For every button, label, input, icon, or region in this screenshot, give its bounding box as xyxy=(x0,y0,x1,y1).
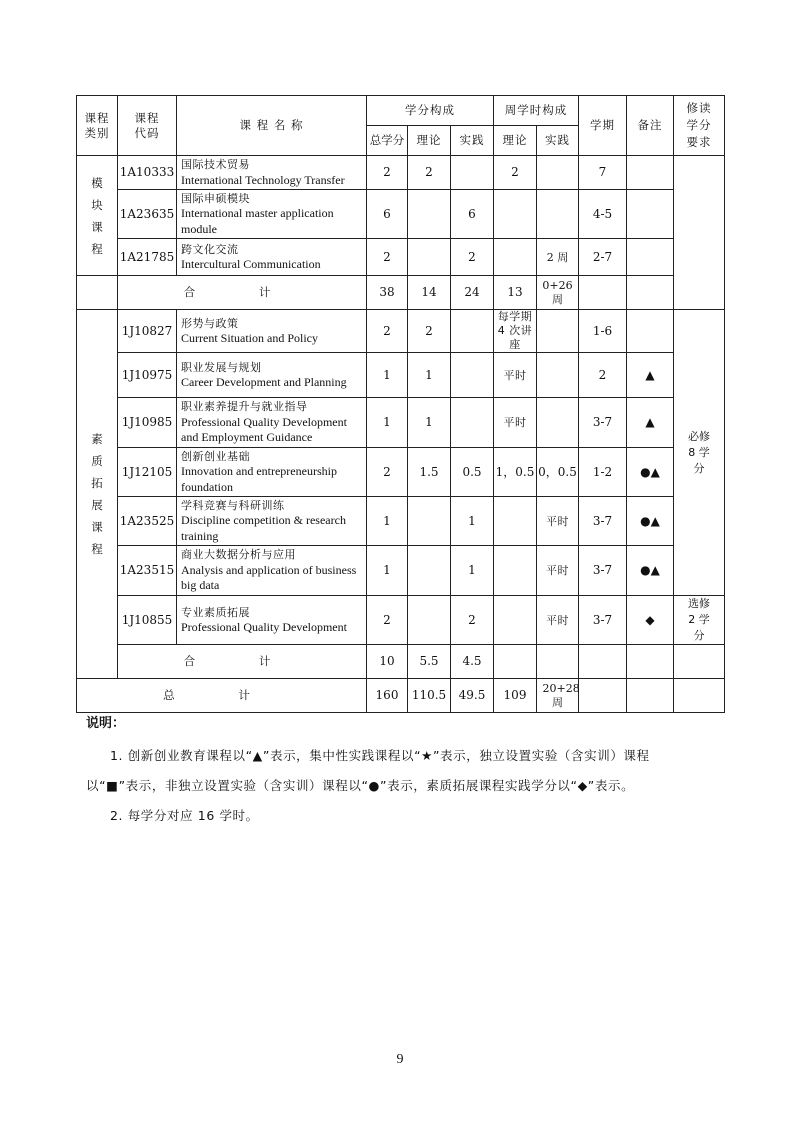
subtotal-credit-theory: 5.5 xyxy=(408,645,451,679)
credit-theory: 2 xyxy=(408,156,451,190)
credit-practice xyxy=(451,310,494,353)
hours-practice: 0，0.5 xyxy=(537,448,579,497)
course-name xyxy=(177,398,367,448)
course-name-en: International master application module xyxy=(181,206,334,236)
course-code: 1A23515 xyxy=(118,546,177,596)
course-name-cn: 形势与政策 xyxy=(181,316,239,330)
course-name-en: Current Situation and Policy xyxy=(181,331,318,345)
blank-cell xyxy=(579,679,627,713)
header-name: 课 程 名 称 xyxy=(177,96,367,156)
remark-triangle-icon: ▲ xyxy=(627,353,674,398)
grand-total-hours-theory: 109 xyxy=(494,679,537,713)
remark-circle-triangle-icon: ●▲ xyxy=(627,448,674,497)
credit-practice xyxy=(451,156,494,190)
header-credit-theory: 理论 xyxy=(408,126,451,156)
subtotal-hours-theory: 13 xyxy=(494,276,537,310)
hours-theory xyxy=(494,497,537,546)
table-row xyxy=(77,353,725,398)
notes-section xyxy=(86,712,726,831)
course-code: 1A23525 xyxy=(118,497,177,546)
blank-cell xyxy=(674,645,725,679)
credit-total: 1 xyxy=(367,398,408,448)
notes-title: 说明： xyxy=(86,716,126,731)
header-credit-group: 学分构成 xyxy=(367,96,494,126)
credit-theory: 2 xyxy=(408,310,451,353)
blank-cell xyxy=(627,645,674,679)
course-code: 1J10975 xyxy=(118,353,177,398)
hours-theory xyxy=(494,239,537,276)
credit-total: 1 xyxy=(367,497,408,546)
course-name-cn: 职业发展与规划 xyxy=(181,360,262,374)
credit-total: 2 xyxy=(367,156,408,190)
subtotal-credit-practice: 24 xyxy=(451,276,494,310)
hours-practice: 2 周 xyxy=(537,239,579,276)
course-name-en: Professional Quality Development xyxy=(181,620,347,634)
course-name-en: International Technology Transfer xyxy=(181,172,345,187)
header-credit-total: 总学分 xyxy=(367,126,408,156)
course-name-en: Career Development and Planning xyxy=(181,375,347,389)
credit-theory: 1.5 xyxy=(408,448,451,497)
credit-total: 2 xyxy=(367,596,408,645)
course-code: 1J10985 xyxy=(118,398,177,448)
blank-cell xyxy=(579,645,627,679)
header-hours-group: 周学时构成 xyxy=(494,96,579,126)
credit-total: 2 xyxy=(367,239,408,276)
course-name-en: Analysis and application of business big data xyxy=(181,562,357,593)
category-quality: 素质拓展课程 xyxy=(77,310,118,679)
credit-theory: 1 xyxy=(408,353,451,398)
notes-line-1a: 1. 创新创业教育课程以“▲”表示，集中性实践课程以“★”表示，独立设置实验（含实训）课程 xyxy=(110,748,650,763)
semester: 3-7 xyxy=(579,596,627,645)
remark-diamond-icon: ◆ xyxy=(627,596,674,645)
course-code: 1J10827 xyxy=(118,310,177,353)
course-name xyxy=(177,239,367,276)
credit-practice: 6 xyxy=(451,190,494,239)
remark-triangle-icon: ▲ xyxy=(627,398,674,448)
grand-total-theory: 110.5 xyxy=(408,679,451,713)
hours-theory: 2 xyxy=(494,156,537,190)
hours-theory xyxy=(494,190,537,239)
semester: 4-5 xyxy=(579,190,627,239)
blank-cell xyxy=(674,679,725,713)
credit-practice: 1 xyxy=(451,546,494,596)
credit-practice: 2 xyxy=(451,239,494,276)
hours-practice: 平时 xyxy=(537,497,579,546)
header-hours-practice: 实践 xyxy=(537,126,579,156)
table-row xyxy=(77,546,725,596)
credit-practice: 2 xyxy=(451,596,494,645)
course-name-cn: 专业素质拓展 xyxy=(181,605,250,619)
course-code: 1J12105 xyxy=(118,448,177,497)
course-code: 1A10333 xyxy=(118,156,177,190)
course-name-en: Professional Quality Development and Employment Guidance xyxy=(181,414,347,445)
credit-practice: 0.5 xyxy=(451,448,494,497)
course-name xyxy=(177,190,367,239)
notes-line-1b: 以“■”表示，非独立设置实验（含实训）课程以“●”表示，素质拓展课程实践学分以“◆”表示。 xyxy=(86,778,635,793)
hours-practice xyxy=(537,398,579,448)
table-row xyxy=(77,190,725,239)
course-name xyxy=(177,546,367,596)
table-row xyxy=(77,497,725,546)
grand-total-hours-practice: 20+28 周 xyxy=(537,679,579,713)
course-name-cn: 创新创业基础 xyxy=(181,449,250,463)
credit-total: 1 xyxy=(367,546,408,596)
hours-practice xyxy=(537,310,579,353)
remark-circle-triangle-icon: ●▲ xyxy=(627,546,674,596)
table-row xyxy=(77,596,725,645)
course-name-cn: 学科竞赛与科研训练 xyxy=(181,498,285,512)
notes-line-2: 2. 每学分对应 16 学时。 xyxy=(110,808,259,823)
credit-practice xyxy=(451,398,494,448)
course-name-cn: 职业素养提升与就业指导 xyxy=(181,400,308,414)
course-name-en: Innovation and entrepreneurship foundation xyxy=(181,464,337,494)
subtotal-credit-total: 38 xyxy=(367,276,408,310)
hours-practice xyxy=(537,353,579,398)
semester: 2 xyxy=(579,353,627,398)
remark xyxy=(627,239,674,276)
credit-total: 2 xyxy=(367,310,408,353)
semester: 7 xyxy=(579,156,627,190)
credit-theory xyxy=(408,190,451,239)
credit-theory xyxy=(408,596,451,645)
course-name xyxy=(177,497,367,546)
header-hours-theory: 理论 xyxy=(494,126,537,156)
credit-theory xyxy=(408,239,451,276)
requirement-required: 必修 8 学分 xyxy=(674,310,725,596)
remark xyxy=(627,190,674,239)
category-module: 模块课程 xyxy=(77,156,118,276)
table-row xyxy=(77,239,725,276)
subtotal-credit-theory: 14 xyxy=(408,276,451,310)
header-requirement: 修读学分要求 xyxy=(674,96,725,156)
semester: 1-2 xyxy=(579,448,627,497)
header-category: 课程类别 xyxy=(77,96,118,156)
hours-practice xyxy=(537,156,579,190)
course-name-en: Intercultural Communication xyxy=(181,257,321,271)
subtotal-credit-practice: 4.5 xyxy=(451,645,494,679)
table-row xyxy=(77,156,725,190)
hours-practice: 平时 xyxy=(537,546,579,596)
credit-theory xyxy=(408,497,451,546)
hours-theory: 平时 xyxy=(494,398,537,448)
hours-practice: 平时 xyxy=(537,596,579,645)
requirement-module xyxy=(674,156,725,310)
semester: 1-6 xyxy=(579,310,627,353)
hours-practice xyxy=(537,190,579,239)
page-number: 9 xyxy=(396,1052,404,1067)
subtotal-row xyxy=(77,276,725,310)
header-remark: 备注 xyxy=(627,96,674,156)
blank-cell xyxy=(627,276,674,310)
course-name xyxy=(177,353,367,398)
header-code: 课程代码 xyxy=(118,96,177,156)
credit-total: 6 xyxy=(367,190,408,239)
remark xyxy=(627,310,674,353)
credit-total: 1 xyxy=(367,353,408,398)
hours-theory: 1，0.5 xyxy=(494,448,537,497)
table-row xyxy=(77,310,725,353)
grand-total-credit: 160 xyxy=(367,679,408,713)
semester: 3-7 xyxy=(579,497,627,546)
credit-total: 2 xyxy=(367,448,408,497)
remark-circle-triangle-icon: ●▲ xyxy=(627,497,674,546)
credit-practice: 1 xyxy=(451,497,494,546)
blank-cell xyxy=(579,276,627,310)
blank-cell xyxy=(627,679,674,713)
subtotal-row xyxy=(77,645,725,679)
table-row xyxy=(77,448,725,497)
blank-cell xyxy=(537,645,579,679)
subtotal-label: 合 计 xyxy=(118,645,367,679)
course-table xyxy=(76,95,725,713)
grand-total-practice: 49.5 xyxy=(451,679,494,713)
credit-practice xyxy=(451,353,494,398)
credit-theory xyxy=(408,546,451,596)
course-code: 1A21785 xyxy=(118,239,177,276)
course-name xyxy=(177,448,367,497)
semester: 3-7 xyxy=(579,398,627,448)
hours-theory xyxy=(494,546,537,596)
requirement-elective: 选修 2 学分 xyxy=(674,596,725,645)
table-row xyxy=(77,398,725,448)
header-semester: 学期 xyxy=(579,96,627,156)
course-name-cn: 商业大数据分析与应用 xyxy=(181,548,296,562)
course-name-cn: 跨文化交流 xyxy=(181,242,239,256)
subtotal-credit-total: 10 xyxy=(367,645,408,679)
hours-theory: 每学期 4 次讲座 xyxy=(494,310,537,353)
course-name xyxy=(177,310,367,353)
remark xyxy=(627,156,674,190)
course-code: 1A23635 xyxy=(118,190,177,239)
grand-total-row xyxy=(77,679,725,713)
header-credit-practice: 实践 xyxy=(451,126,494,156)
semester: 3-7 xyxy=(579,546,627,596)
subtotal-label: 合 计 xyxy=(118,276,367,310)
hours-theory: 平时 xyxy=(494,353,537,398)
blank-cell xyxy=(77,276,118,310)
credit-theory: 1 xyxy=(408,398,451,448)
semester: 2-7 xyxy=(579,239,627,276)
grand-total-label: 总 计 xyxy=(77,679,367,713)
blank-cell xyxy=(494,645,537,679)
course-name-cn: 国际技术贸易 xyxy=(181,158,250,171)
course-name-en: Discipline competition & research training xyxy=(181,513,346,543)
hours-theory xyxy=(494,596,537,645)
subtotal-hours-practice: 0+26 周 xyxy=(537,276,579,310)
course-code: 1J10855 xyxy=(118,596,177,645)
course-name xyxy=(177,596,367,645)
course-name xyxy=(177,156,367,190)
course-name-cn: 国际申硕模块 xyxy=(181,191,250,205)
